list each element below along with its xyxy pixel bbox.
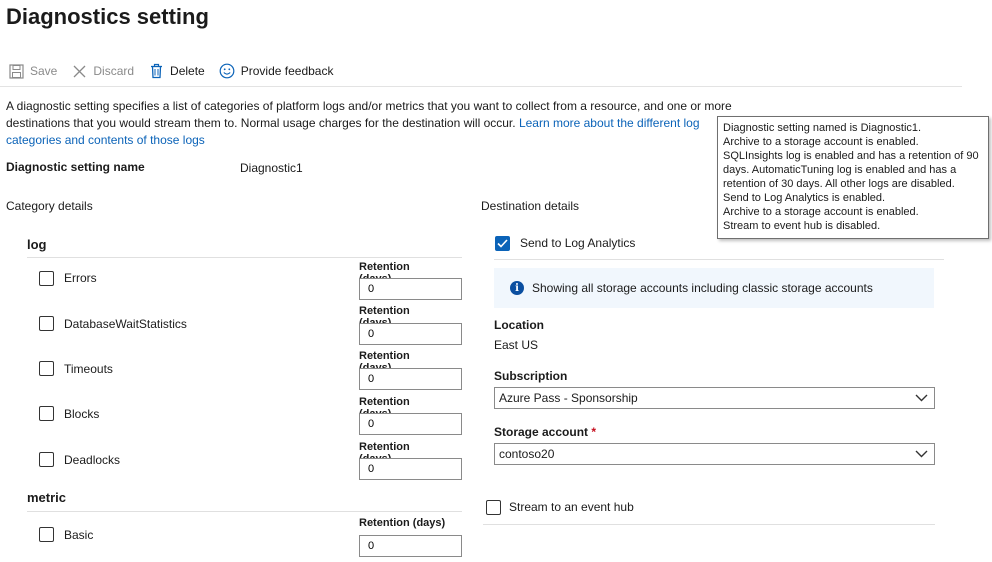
row-label: Blocks [64,407,100,421]
destination-details-heading: Destination details [481,199,580,213]
log-divider [27,257,462,258]
retention-label: Retention [359,350,410,362]
checkmark-icon [497,239,508,248]
setting-name-value: Diagnostic1 [240,161,303,175]
tooltip-line: Stream to event hub is disabled. [723,220,881,232]
row-label: DatabaseWaitStatistics [64,317,187,331]
retention-label: Retention [359,441,410,453]
retention-label: Retention [359,396,410,408]
tooltip-line: Send to Log Analytics is enabled. [723,192,886,204]
save-button[interactable] [8,63,57,79]
description-text: A diagnostic setting specifies a list of categories of platform logs and/or metrics that you want to collect from a resource, and one or more destinations that you would stream them to. Normal usage charges for the destination will occur. [6,99,732,130]
send-to-log-analytics-label: Send to Log Analytics [520,236,636,250]
event-hub-divider [483,524,935,525]
tooltip-line: days. AutomaticTuning log is enabled and has a [723,164,957,176]
command-bar [8,60,347,82]
chevron-down-icon [915,394,928,402]
smiley-icon [219,63,235,79]
retention-input[interactable] [359,458,462,480]
location-label: Location [494,318,544,332]
metric-group-label: metric [27,490,67,505]
stream-to-event-hub-label: Stream to an event hub [509,500,634,514]
stream-to-event-hub-checkbox[interactable] [486,500,501,515]
page-title: Diagnostics setting [6,4,209,29]
destination-divider [494,259,944,260]
location-value: East US [494,338,539,352]
retention-label: Retention [359,305,410,317]
info-banner [494,268,934,308]
required-indicator: * [591,425,597,439]
metric-divider [27,511,462,512]
retention-label: Retention [359,261,410,273]
info-icon: i [510,281,524,295]
discard-label: Discard [93,64,135,78]
tooltip-line: SQLInsights log is enabled and has a retention of 90 [723,150,979,162]
delete-button[interactable] [148,63,205,79]
errors-checkbox[interactable] [39,271,54,286]
subscription-label: Subscription [494,369,568,383]
retention-input[interactable] [359,278,462,300]
trash-icon [148,63,164,79]
retention-input[interactable] [359,323,462,345]
row-label: Deadlocks [64,453,121,467]
category-details-heading: Category details [6,199,93,213]
chevron-down-icon [915,450,928,458]
storage-account-dropdown[interactable] [494,443,935,465]
description [6,98,746,149]
blocks-checkbox[interactable] [39,406,54,421]
delete-label: Delete [170,64,205,78]
tooltip [717,116,989,239]
info-text: Showing all storage accounts including classic storage accounts [532,281,873,295]
save-icon [8,63,24,79]
retention-input[interactable] [359,535,462,557]
tooltip-line: Diagnostic setting named is Diagnostic1. [723,122,922,134]
save-label: Save [30,64,58,78]
retention-label: Retention (days) [359,517,446,529]
storage-account-label-text: Storage account [494,425,589,439]
discard-button[interactable] [71,63,134,79]
tooltip-line: Archive to a storage account is enabled. [723,206,919,218]
basic-checkbox[interactable] [39,527,54,542]
row-label: Errors [64,271,97,285]
send-to-log-analytics-checkbox[interactable] [495,236,510,251]
databasewaitstatistics-checkbox[interactable] [39,316,54,331]
setting-name-label: Diagnostic setting name [6,160,145,174]
row-label: Timeouts [64,362,113,376]
feedback-label: Provide feedback [240,64,334,78]
row-label: Basic [64,528,94,542]
tooltip-line: Archive to a storage account is enabled. [723,136,919,148]
subscription-dropdown[interactable] [494,387,935,409]
log-group-label: log [27,237,47,252]
subscription-value: Azure Pass - Sponsorship [499,391,638,405]
provide-feedback-button[interactable] [219,63,334,79]
retention-input[interactable] [359,413,462,435]
tooltip-line: retention of 30 days. All other logs are disabled. [723,178,955,190]
toolbar-divider [0,86,962,87]
close-icon [71,63,87,79]
retention-input[interactable] [359,368,462,390]
timeouts-checkbox[interactable] [39,361,54,376]
storage-account-value: contoso20 [499,447,555,461]
storage-account-label [494,425,596,439]
deadlocks-checkbox[interactable] [39,452,54,467]
learn-more-link[interactable]: Learn more about the different log categories and contents of those logs [6,116,700,147]
